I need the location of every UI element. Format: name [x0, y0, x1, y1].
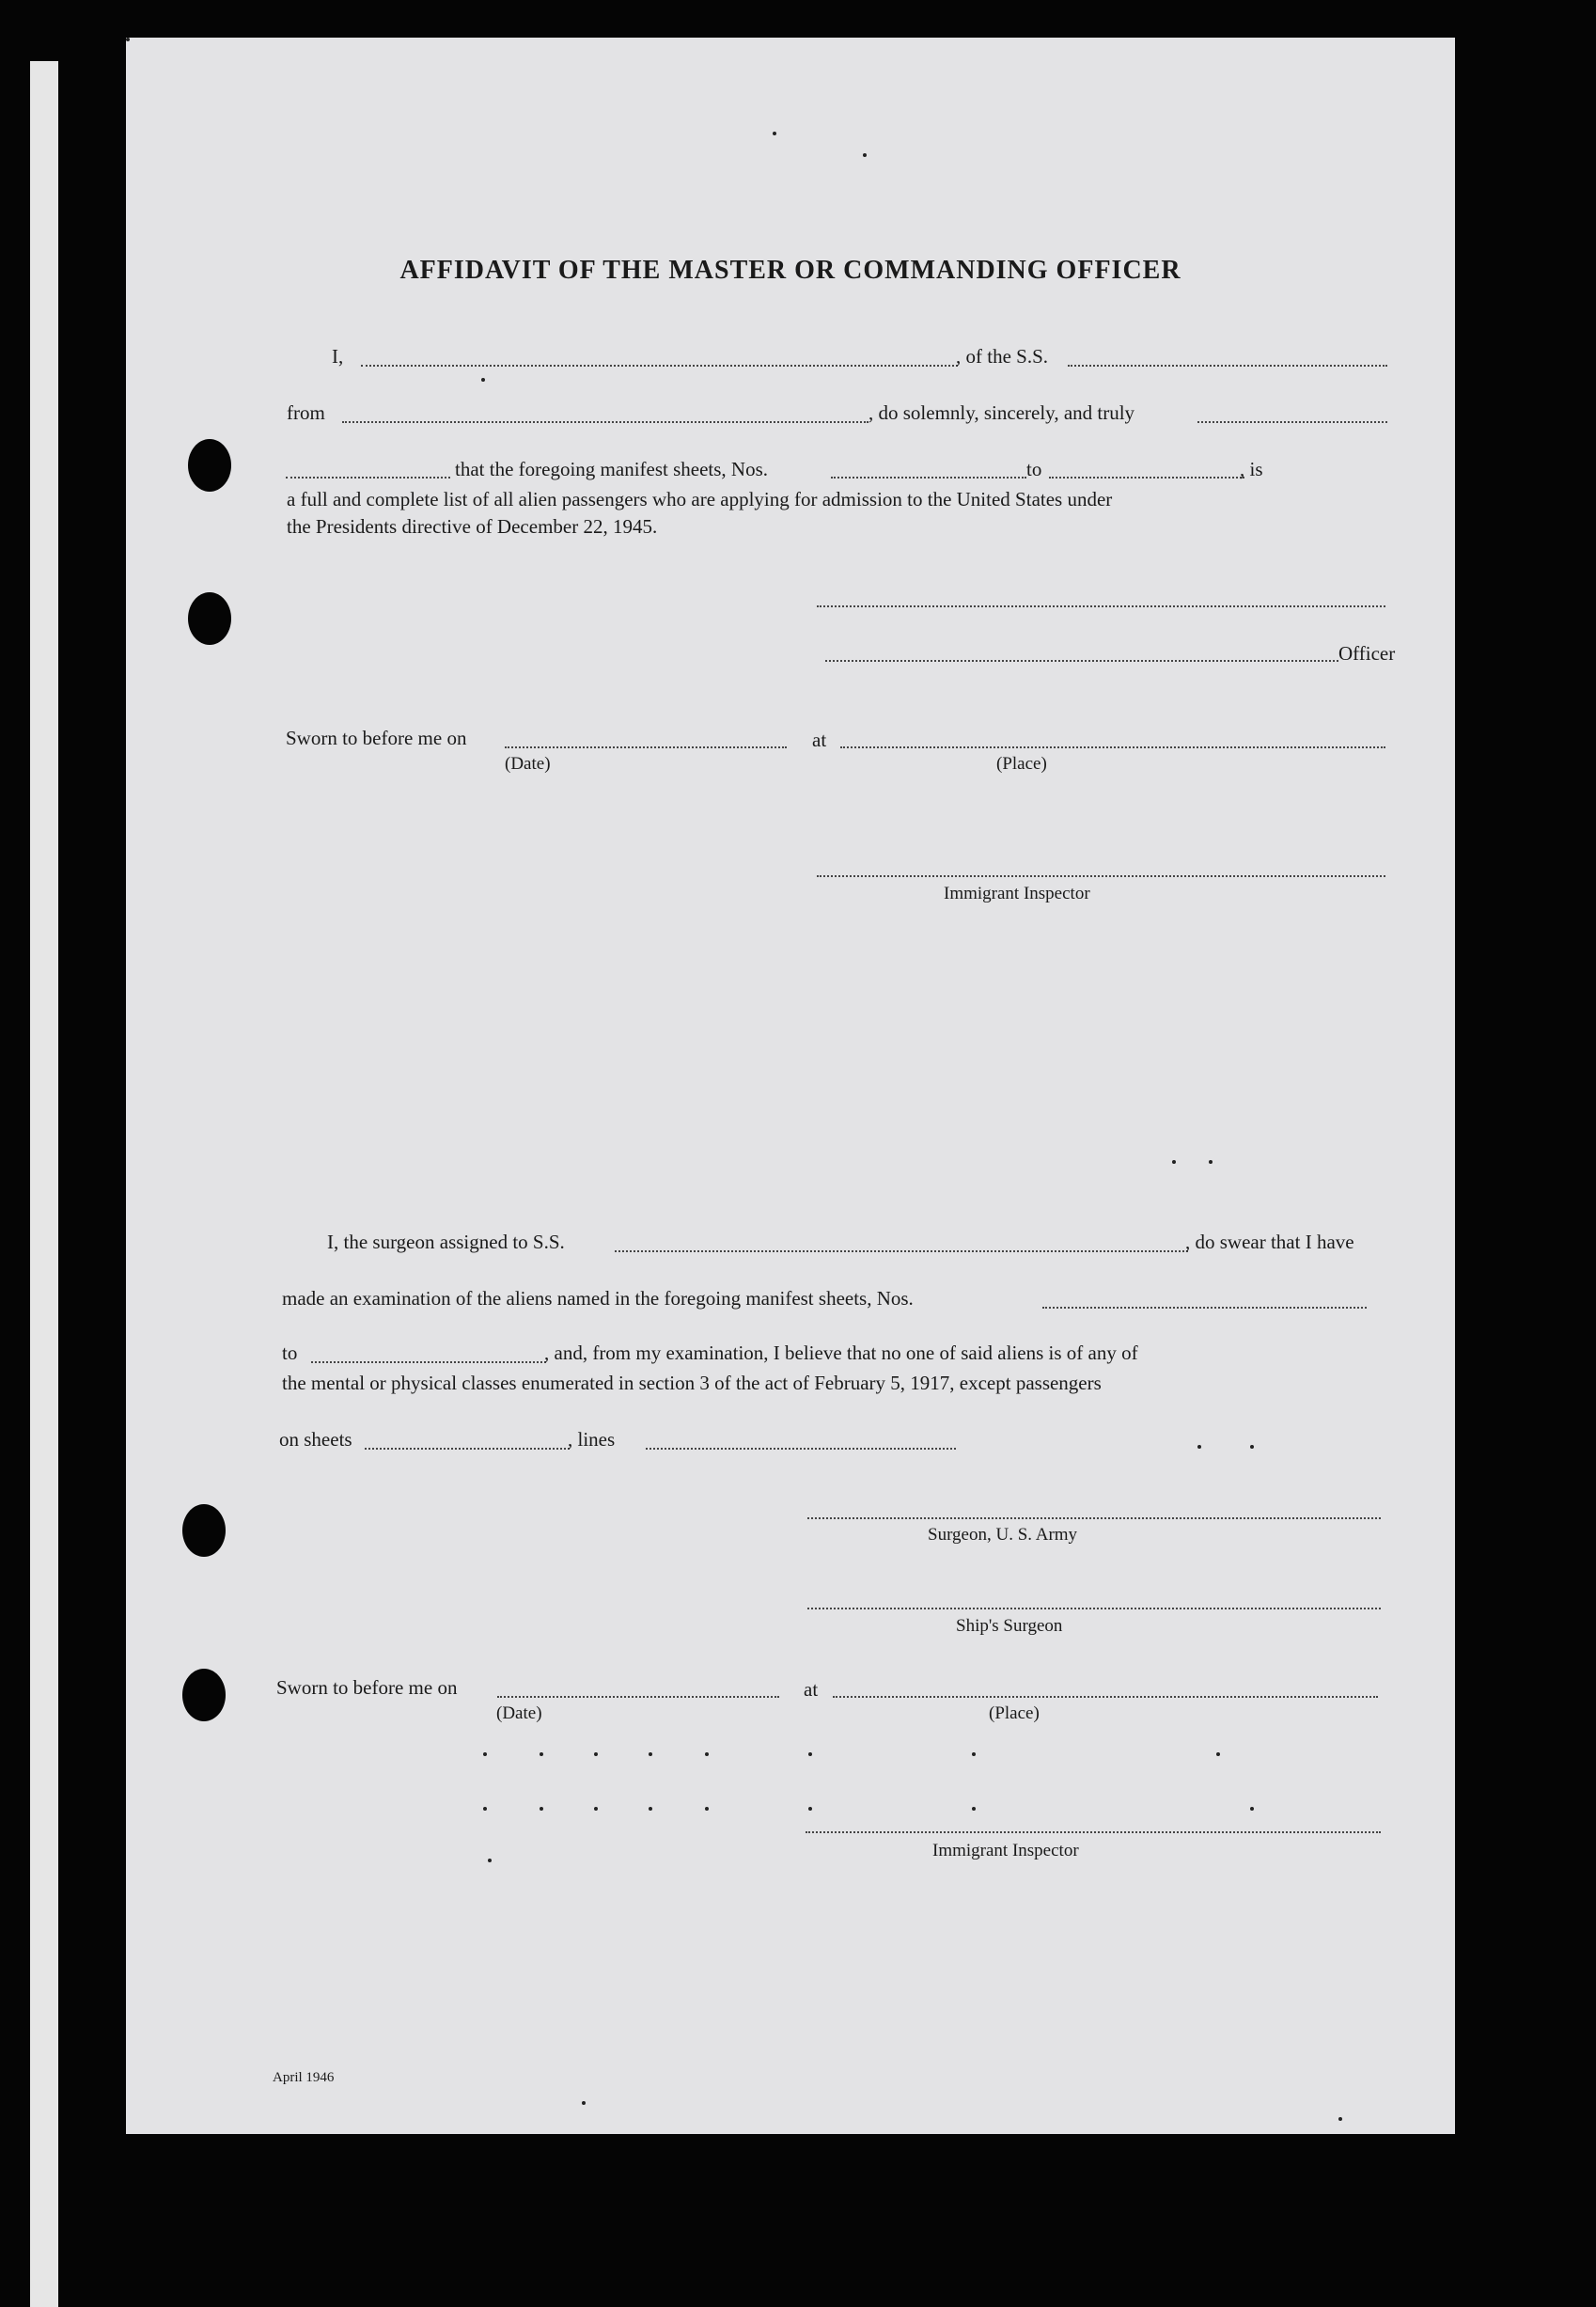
scan-speck: [481, 378, 485, 382]
scan-speck: [594, 1752, 598, 1756]
surgeon-sworn-label: Sworn to before me on: [276, 1676, 458, 1699]
surgeon-line-2: made an examination of the aliens named in the foregoing manifest sheets, Nos.: [282, 1287, 914, 1310]
master-port-line: [342, 421, 868, 423]
scan-speck: [540, 1752, 543, 1756]
master-foregoing-label: that the foregoing manifest sheets, Nos.: [455, 458, 769, 480]
surgeon-line-1-end: , do swear that I have: [1185, 1231, 1354, 1253]
surgeon-inspector-signature-line: [806, 1831, 1381, 1833]
army-surgeon-caption: Surgeon, U. S. Army: [928, 1525, 1078, 1545]
surgeon-sworn-date-line: [497, 1696, 779, 1698]
master-inspector-caption: Immigrant Inspector: [944, 884, 1090, 903]
surgeon-on-sheets-line: [365, 1448, 570, 1450]
surgeon-line-4: the mental or physical classes enumerated in section 3 of the act of February 5, 1917, except passengers: [282, 1372, 1102, 1394]
surgeon-lines-line: [646, 1448, 956, 1450]
scan-speck: [1216, 1752, 1220, 1756]
scan-speck: [808, 1752, 812, 1756]
scan-speck: [488, 1859, 492, 1862]
master-body-line-1: a full and complete list of all alien passengers who are applying for admission to the United States under: [287, 488, 1113, 510]
officer-label: Officer: [1338, 642, 1396, 665]
page-title: AFFIDAVIT OF THE MASTER OR COMMANDING OFFICER: [399, 256, 1181, 285]
scan-speck: [863, 153, 867, 157]
master-sheets-to-line: [1049, 477, 1244, 479]
master-i-label: I,: [332, 345, 344, 368]
scan-speck: [594, 1807, 598, 1811]
master-sworn-label: Sworn to before me on: [286, 727, 467, 749]
scan-speck: [582, 2101, 586, 2105]
master-at-label: at: [812, 729, 827, 751]
scan-speck: [808, 1807, 812, 1811]
master-to-label: to: [1026, 458, 1042, 480]
punch-hole: [188, 439, 231, 492]
master-date-caption: (Date): [505, 754, 551, 774]
master-do-solemnly-label: , do solemnly, sincerely, and truly: [868, 401, 1135, 424]
surgeon-line-1-start: I, the surgeon assigned to S.S.: [327, 1231, 565, 1253]
surgeon-on-sheets-label: on sheets: [279, 1428, 352, 1451]
punch-hole: [188, 592, 231, 645]
master-of-the-ss-label: , of the S.S.: [956, 345, 1049, 368]
master-name-line: [361, 365, 958, 367]
scan-speck: [1338, 2117, 1342, 2121]
master-sworn-date-line: [505, 746, 787, 748]
master-place-caption: (Place): [996, 754, 1047, 774]
surgeon-sheets-from-line: [1042, 1307, 1367, 1309]
master-inspector-signature-line: [817, 875, 1385, 877]
scan-speck: [972, 1752, 976, 1756]
punch-hole: [182, 1669, 226, 1721]
scan-speck: [483, 1807, 487, 1811]
scan-speck: [483, 1752, 487, 1756]
ship-surgeon-caption: Ship's Surgeon: [956, 1616, 1063, 1636]
surgeon-inspector-caption: Immigrant Inspector: [932, 1841, 1079, 1860]
surgeon-line-3-rest: , and, from my examination, I believe that no one of said aliens is of any of: [544, 1342, 1138, 1364]
master-oath-line: [1197, 421, 1387, 423]
master-sheets-from-line: [831, 477, 1026, 479]
master-from-label: from: [287, 401, 325, 424]
scan-speck: [126, 38, 130, 41]
form-date: April 1946: [273, 2070, 335, 2085]
surgeon-lines-label: , lines: [568, 1428, 616, 1451]
scan-speck: [1197, 1445, 1201, 1449]
scan-speck: [1250, 1807, 1254, 1811]
surgeon-place-caption: (Place): [989, 1703, 1040, 1723]
scan-speck: [705, 1807, 709, 1811]
officer-signature-line: [825, 660, 1338, 662]
scan-speck: [1172, 1160, 1176, 1164]
scan-speck: [773, 132, 776, 135]
affidavit-page: [126, 38, 1455, 2134]
scan-speck: [1209, 1160, 1213, 1164]
scan-speck: [649, 1807, 652, 1811]
surgeon-to-label: to: [282, 1342, 298, 1364]
master-swear-line: [286, 477, 450, 479]
army-surgeon-signature-line: [807, 1517, 1381, 1519]
scan-speck: [540, 1807, 543, 1811]
scan-speck: [649, 1752, 652, 1756]
master-body-line-2: the Presidents directive of December 22, 1945.: [287, 515, 658, 538]
surgeon-sworn-place-line: [833, 1696, 1378, 1698]
master-ship-name-line: [1068, 365, 1387, 367]
surgeon-ship-line: [615, 1250, 1188, 1252]
scan-speck: [972, 1807, 976, 1811]
ship-surgeon-signature-line: [807, 1608, 1381, 1609]
master-is-label: , is: [1240, 458, 1263, 480]
surgeon-at-label: at: [804, 1678, 819, 1701]
master-signature-line: [817, 605, 1385, 607]
scan-speck: [705, 1752, 709, 1756]
punch-hole: [182, 1504, 226, 1557]
left-scan-strip: [30, 61, 58, 2307]
surgeon-sheets-to-line: [311, 1361, 546, 1363]
surgeon-date-caption: (Date): [496, 1703, 542, 1723]
scan-speck: [1250, 1445, 1254, 1449]
master-sworn-place-line: [840, 746, 1385, 748]
